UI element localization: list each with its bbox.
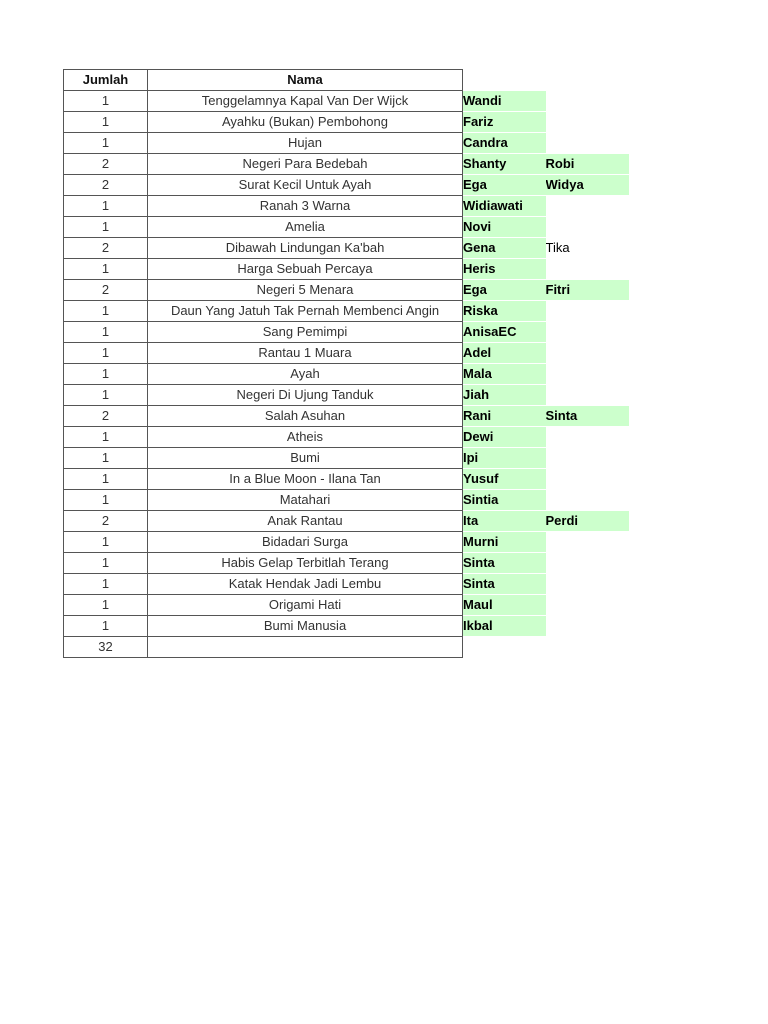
total-nama-cell[interactable] xyxy=(148,637,463,658)
book-table xyxy=(63,69,629,658)
reader-cell[interactable]: Candra xyxy=(463,133,546,154)
nama-cell[interactable]: Bidadari Surga xyxy=(148,532,463,553)
jumlah-cell[interactable]: 1 xyxy=(64,616,148,637)
header-empty-cell[interactable] xyxy=(546,70,629,91)
empty-cell[interactable] xyxy=(546,196,629,217)
reader-cell[interactable]: Sinta xyxy=(463,553,546,574)
table-row xyxy=(64,301,629,322)
nama-cell[interactable]: Amelia xyxy=(148,217,463,238)
empty-cell[interactable] xyxy=(546,553,629,574)
table-row xyxy=(64,133,629,154)
nama-cell[interactable]: Bumi Manusia xyxy=(148,616,463,637)
empty-cell[interactable] xyxy=(546,490,629,511)
empty-cell[interactable] xyxy=(546,301,629,322)
nama-cell[interactable]: Ayahku (Bukan) Pembohong xyxy=(148,112,463,133)
total-jumlah-cell[interactable]: 32 xyxy=(64,637,148,658)
reader-cell[interactable]: AnisaEC xyxy=(463,322,546,343)
jumlah-cell[interactable]: 1 xyxy=(64,595,148,616)
empty-cell[interactable] xyxy=(463,637,546,658)
empty-cell[interactable] xyxy=(546,112,629,133)
nama-cell[interactable]: Surat Kecil Untuk Ayah xyxy=(148,175,463,196)
jumlah-cell[interactable]: 2 xyxy=(64,154,148,175)
jumlah-cell[interactable]: 1 xyxy=(64,490,148,511)
reader-cell[interactable]: Shanty xyxy=(463,154,546,175)
second-reader-cell[interactable]: Robi xyxy=(546,154,629,175)
nama-cell[interactable]: Sang Pemimpi xyxy=(148,322,463,343)
nama-cell[interactable]: Negeri Para Bedebah xyxy=(148,154,463,175)
reader-cell[interactable]: Murni xyxy=(463,532,546,553)
empty-cell[interactable] xyxy=(546,595,629,616)
reader-cell[interactable]: Sinta xyxy=(463,574,546,595)
table-row xyxy=(64,574,629,595)
jumlah-cell[interactable]: 1 xyxy=(64,469,148,490)
nama-cell[interactable]: Anak Rantau xyxy=(148,511,463,532)
table-row xyxy=(64,259,629,280)
jumlah-cell[interactable]: 1 xyxy=(64,553,148,574)
jumlah-cell[interactable]: 1 xyxy=(64,322,148,343)
table-row xyxy=(64,91,629,112)
jumlah-cell[interactable]: 2 xyxy=(64,280,148,301)
table-row xyxy=(64,322,629,343)
empty-cell[interactable] xyxy=(546,469,629,490)
jumlah-cell[interactable]: 1 xyxy=(64,574,148,595)
table-row xyxy=(64,196,629,217)
empty-cell[interactable] xyxy=(546,385,629,406)
reader-cell[interactable]: Fariz xyxy=(463,112,546,133)
reader-cell[interactable]: Widiawati xyxy=(463,196,546,217)
empty-cell[interactable] xyxy=(546,91,629,112)
jumlah-cell[interactable]: 1 xyxy=(64,343,148,364)
header-nama[interactable]: Nama xyxy=(148,70,463,91)
table-row xyxy=(64,364,629,385)
nama-cell[interactable]: Rantau 1 Muara xyxy=(148,343,463,364)
nama-cell[interactable]: Negeri Di Ujung Tanduk xyxy=(148,385,463,406)
nama-cell[interactable]: Salah Asuhan xyxy=(148,406,463,427)
nama-cell[interactable]: Daun Yang Jatuh Tak Pernah Membenci Angin xyxy=(148,301,463,322)
nama-cell[interactable]: Tenggelamnya Kapal Van Der Wijck xyxy=(148,91,463,112)
reader-cell[interactable]: Jiah xyxy=(463,385,546,406)
reader-cell[interactable]: Rani xyxy=(463,406,546,427)
nama-cell[interactable]: Dibawah Lindungan Ka'bah xyxy=(148,238,463,259)
reader-cell[interactable]: Ega xyxy=(463,280,546,301)
jumlah-cell[interactable]: 1 xyxy=(64,532,148,553)
empty-cell[interactable] xyxy=(546,427,629,448)
jumlah-cell[interactable]: 1 xyxy=(64,91,148,112)
empty-cell[interactable] xyxy=(546,364,629,385)
jumlah-cell[interactable]: 1 xyxy=(64,259,148,280)
jumlah-cell[interactable]: 1 xyxy=(64,133,148,154)
jumlah-cell[interactable]: 2 xyxy=(64,406,148,427)
table-row xyxy=(64,595,629,616)
reader-cell[interactable]: Maul xyxy=(463,595,546,616)
nama-cell[interactable]: Bumi xyxy=(148,448,463,469)
second-reader-cell[interactable]: Fitri xyxy=(546,280,629,301)
empty-cell[interactable] xyxy=(546,574,629,595)
second-reader-cell[interactable]: Widya xyxy=(546,175,629,196)
reader-cell[interactable]: Mala xyxy=(463,364,546,385)
reader-cell[interactable]: Wandi xyxy=(463,91,546,112)
reader-cell[interactable]: Heris xyxy=(463,259,546,280)
table-row xyxy=(64,343,629,364)
jumlah-cell[interactable]: 2 xyxy=(64,511,148,532)
jumlah-cell[interactable]: 2 xyxy=(64,175,148,196)
reader-cell[interactable]: Ikbal xyxy=(463,616,546,637)
nama-cell[interactable]: Harga Sebuah Percaya xyxy=(148,259,463,280)
table-row xyxy=(64,217,629,238)
table-row xyxy=(64,616,629,637)
table-row xyxy=(64,280,629,301)
nama-cell[interactable]: Matahari xyxy=(148,490,463,511)
jumlah-cell[interactable]: 1 xyxy=(64,385,148,406)
empty-cell[interactable] xyxy=(546,217,629,238)
jumlah-cell[interactable]: 1 xyxy=(64,448,148,469)
table-row xyxy=(64,238,629,259)
header-empty-cell[interactable] xyxy=(463,70,546,91)
table-row xyxy=(64,469,629,490)
empty-cell[interactable] xyxy=(546,637,629,658)
reader-cell[interactable]: Yusuf xyxy=(463,469,546,490)
nama-cell[interactable]: Habis Gelap Terbitlah Terang xyxy=(148,553,463,574)
nama-cell[interactable]: Ayah xyxy=(148,364,463,385)
nama-cell[interactable]: Negeri 5 Menara xyxy=(148,280,463,301)
second-reader-cell[interactable]: Perdi xyxy=(546,511,629,532)
second-reader-cell[interactable]: Tika xyxy=(546,238,629,259)
empty-cell[interactable] xyxy=(546,532,629,553)
table-row xyxy=(64,385,629,406)
header-jumlah[interactable]: Jumlah xyxy=(64,70,148,91)
empty-cell[interactable] xyxy=(546,343,629,364)
reader-cell[interactable]: Novi xyxy=(463,217,546,238)
table-row xyxy=(64,553,629,574)
jumlah-cell[interactable]: 1 xyxy=(64,301,148,322)
table-row xyxy=(64,490,629,511)
nama-cell[interactable]: Hujan xyxy=(148,133,463,154)
empty-cell[interactable] xyxy=(546,259,629,280)
empty-cell[interactable] xyxy=(546,133,629,154)
jumlah-cell[interactable]: 2 xyxy=(64,238,148,259)
total-row xyxy=(64,637,629,658)
table-row xyxy=(64,532,629,553)
table-row xyxy=(64,427,629,448)
table-row xyxy=(64,448,629,469)
jumlah-cell[interactable]: 1 xyxy=(64,427,148,448)
reader-cell[interactable]: Adel xyxy=(463,343,546,364)
table-row xyxy=(64,175,629,196)
jumlah-cell[interactable]: 1 xyxy=(64,217,148,238)
table-body xyxy=(64,91,629,658)
nama-cell[interactable]: Ranah 3 Warna xyxy=(148,196,463,217)
nama-cell[interactable]: Atheis xyxy=(148,427,463,448)
nama-cell[interactable]: Katak Hendak Jadi Lembu xyxy=(148,574,463,595)
nama-cell[interactable]: Origami Hati xyxy=(148,595,463,616)
empty-cell[interactable] xyxy=(546,322,629,343)
reader-cell[interactable]: Dewi xyxy=(463,427,546,448)
table-row xyxy=(64,112,629,133)
jumlah-cell[interactable]: 1 xyxy=(64,196,148,217)
table-row xyxy=(64,406,629,427)
reader-cell[interactable]: Sintia xyxy=(463,490,546,511)
nama-cell[interactable]: In a Blue Moon - Ilana Tan xyxy=(148,469,463,490)
empty-cell[interactable] xyxy=(546,448,629,469)
empty-cell[interactable] xyxy=(546,616,629,637)
jumlah-cell[interactable]: 1 xyxy=(64,364,148,385)
header-row xyxy=(64,70,629,91)
reader-cell[interactable]: Gena xyxy=(463,238,546,259)
jumlah-cell[interactable]: 1 xyxy=(64,112,148,133)
second-reader-cell[interactable]: Sinta xyxy=(546,406,629,427)
reader-cell[interactable]: Ipi xyxy=(463,448,546,469)
table-row xyxy=(64,511,629,532)
spreadsheet-sheet xyxy=(63,69,629,658)
reader-cell[interactable]: Ega xyxy=(463,175,546,196)
reader-cell[interactable]: Riska xyxy=(463,301,546,322)
reader-cell[interactable]: Ita xyxy=(463,511,546,532)
table-row xyxy=(64,154,629,175)
